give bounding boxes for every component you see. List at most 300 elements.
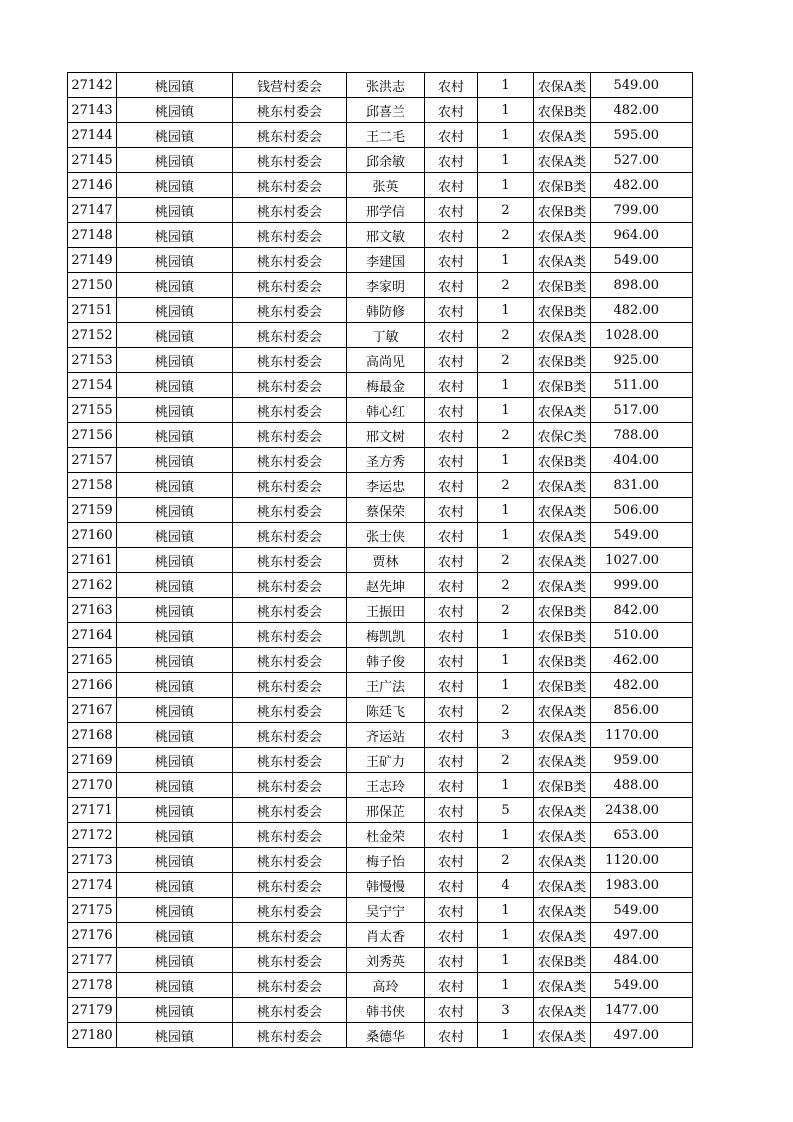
name-cell: 蔡保荣: [347, 498, 425, 523]
amount-cell: 1028.00: [591, 323, 693, 348]
household-count-cell: 3: [478, 998, 534, 1023]
amount-cell: 1983.00: [591, 873, 693, 898]
household-count-cell: 5: [478, 798, 534, 823]
town-cell: 桃园镇: [117, 323, 233, 348]
amount-cell: 549.00: [591, 973, 693, 998]
table-row: [68, 73, 693, 98]
table-row: [68, 223, 693, 248]
name-cell: 李建国: [347, 248, 425, 273]
record-id-cell: 27172: [68, 823, 117, 848]
village-committee-cell: 桃东村委会: [233, 923, 347, 948]
household-count-cell: 1: [478, 948, 534, 973]
name-cell: 邢文敏: [347, 223, 425, 248]
insurance-category-cell: 农保B类: [534, 173, 591, 198]
town-cell: 桃园镇: [117, 998, 233, 1023]
area-type-cell: 农村: [425, 923, 478, 948]
village-committee-cell: 桃东村委会: [233, 273, 347, 298]
table-row: [68, 898, 693, 923]
amount-cell: 462.00: [591, 648, 693, 673]
amount-cell: 549.00: [591, 523, 693, 548]
table-row: [68, 973, 693, 998]
town-cell: 桃园镇: [117, 123, 233, 148]
area-type-cell: 农村: [425, 423, 478, 448]
record-id-cell: 27161: [68, 548, 117, 573]
name-cell: 丁敏: [347, 323, 425, 348]
name-cell: 邢文树: [347, 423, 425, 448]
amount-cell: 842.00: [591, 598, 693, 623]
record-id-cell: 27148: [68, 223, 117, 248]
town-cell: 桃园镇: [117, 573, 233, 598]
town-cell: 桃园镇: [117, 773, 233, 798]
village-committee-cell: 桃东村委会: [233, 148, 347, 173]
record-id-cell: 27175: [68, 898, 117, 923]
area-type-cell: 农村: [425, 198, 478, 223]
record-id-cell: 27160: [68, 523, 117, 548]
insurance-category-cell: 农保B类: [534, 623, 591, 648]
insurance-category-cell: 农保A类: [534, 73, 591, 98]
village-committee-cell: 桃东村委会: [233, 823, 347, 848]
area-type-cell: 农村: [425, 323, 478, 348]
village-committee-cell: 桃东村委会: [233, 548, 347, 573]
record-id-cell: 27143: [68, 98, 117, 123]
area-type-cell: 农村: [425, 873, 478, 898]
area-type-cell: 农村: [425, 823, 478, 848]
name-cell: 赵先坤: [347, 573, 425, 598]
name-cell: 王矿力: [347, 748, 425, 773]
table-row: [68, 998, 693, 1023]
town-cell: 桃园镇: [117, 948, 233, 973]
table-row: [68, 448, 693, 473]
area-type-cell: 农村: [425, 448, 478, 473]
record-id-cell: 27144: [68, 123, 117, 148]
insurance-category-cell: 农保B类: [534, 648, 591, 673]
town-cell: 桃园镇: [117, 698, 233, 723]
village-committee-cell: 桃东村委会: [233, 373, 347, 398]
amount-cell: 527.00: [591, 148, 693, 173]
record-id-cell: 27145: [68, 148, 117, 173]
household-count-cell: 2: [478, 598, 534, 623]
table-row: [68, 873, 693, 898]
name-cell: 梅子怡: [347, 848, 425, 873]
table-row: [68, 548, 693, 573]
area-type-cell: 农村: [425, 123, 478, 148]
area-type-cell: 农村: [425, 798, 478, 823]
name-cell: 齐运站: [347, 723, 425, 748]
table-row: [68, 598, 693, 623]
area-type-cell: 农村: [425, 648, 478, 673]
amount-cell: 510.00: [591, 623, 693, 648]
insurance-category-cell: 农保A类: [534, 998, 591, 1023]
name-cell: 桑德华: [347, 1023, 425, 1048]
village-committee-cell: 桃东村委会: [233, 423, 347, 448]
name-cell: 王广法: [347, 673, 425, 698]
insurance-category-cell: 农保A类: [534, 798, 591, 823]
insurance-category-cell: 农保B类: [534, 298, 591, 323]
town-cell: 桃园镇: [117, 473, 233, 498]
name-cell: 张士侠: [347, 523, 425, 548]
village-committee-cell: 桃东村委会: [233, 348, 347, 373]
area-type-cell: 农村: [425, 848, 478, 873]
town-cell: 桃园镇: [117, 148, 233, 173]
household-count-cell: 1: [478, 648, 534, 673]
insurance-category-cell: 农保A类: [534, 573, 591, 598]
area-type-cell: 农村: [425, 598, 478, 623]
town-cell: 桃园镇: [117, 1023, 233, 1048]
name-cell: 高尚见: [347, 348, 425, 373]
town-cell: 桃园镇: [117, 623, 233, 648]
amount-cell: 506.00: [591, 498, 693, 523]
table-row: [68, 823, 693, 848]
name-cell: 邢学信: [347, 198, 425, 223]
amount-cell: 482.00: [591, 173, 693, 198]
record-id-cell: 27146: [68, 173, 117, 198]
town-cell: 桃园镇: [117, 98, 233, 123]
village-committee-cell: 桃东村委会: [233, 748, 347, 773]
name-cell: 王振田: [347, 598, 425, 623]
town-cell: 桃园镇: [117, 298, 233, 323]
village-committee-cell: 桃东村委会: [233, 523, 347, 548]
insurance-category-cell: 农保A类: [534, 523, 591, 548]
amount-cell: 856.00: [591, 698, 693, 723]
insurance-category-cell: 农保B类: [534, 98, 591, 123]
table-row: [68, 623, 693, 648]
amount-cell: 488.00: [591, 773, 693, 798]
table-row: [68, 173, 693, 198]
household-count-cell: 2: [478, 748, 534, 773]
area-type-cell: 农村: [425, 498, 478, 523]
insurance-category-cell: 农保A类: [534, 498, 591, 523]
household-count-cell: 1: [478, 623, 534, 648]
amount-cell: 482.00: [591, 298, 693, 323]
record-id-cell: 27164: [68, 623, 117, 648]
amount-cell: 831.00: [591, 473, 693, 498]
household-count-cell: 2: [478, 348, 534, 373]
area-type-cell: 农村: [425, 898, 478, 923]
village-committee-cell: 桃东村委会: [233, 398, 347, 423]
insurance-category-cell: 农保A类: [534, 323, 591, 348]
table-row: [68, 373, 693, 398]
area-type-cell: 农村: [425, 973, 478, 998]
town-cell: 桃园镇: [117, 823, 233, 848]
household-count-cell: 1: [478, 248, 534, 273]
table-row: [68, 798, 693, 823]
village-committee-cell: 桃东村委会: [233, 323, 347, 348]
insurance-category-cell: 农保A类: [534, 548, 591, 573]
amount-cell: 799.00: [591, 198, 693, 223]
table-row: [68, 473, 693, 498]
village-committee-cell: 桃东村委会: [233, 723, 347, 748]
household-count-cell: 1: [478, 1023, 534, 1048]
insurance-category-cell: 农保B类: [534, 348, 591, 373]
name-cell: 韩心红: [347, 398, 425, 423]
town-cell: 桃园镇: [117, 273, 233, 298]
town-cell: 桃园镇: [117, 398, 233, 423]
insurance-category-cell: 农保A类: [534, 823, 591, 848]
table-row: [68, 398, 693, 423]
household-count-cell: 1: [478, 373, 534, 398]
record-id-cell: 27154: [68, 373, 117, 398]
village-committee-cell: 桃东村委会: [233, 623, 347, 648]
record-id-cell: 27165: [68, 648, 117, 673]
town-cell: 桃园镇: [117, 198, 233, 223]
insurance-category-cell: 农保B类: [534, 373, 591, 398]
amount-cell: 898.00: [591, 273, 693, 298]
town-cell: 桃园镇: [117, 898, 233, 923]
name-cell: 韩防修: [347, 298, 425, 323]
amount-cell: 517.00: [591, 398, 693, 423]
insurance-category-cell: 农保B类: [534, 673, 591, 698]
area-type-cell: 农村: [425, 98, 478, 123]
amount-cell: 1120.00: [591, 848, 693, 873]
village-committee-cell: 桃东村委会: [233, 473, 347, 498]
name-cell: 高玲: [347, 973, 425, 998]
name-cell: 贾林: [347, 548, 425, 573]
amount-cell: 1477.00: [591, 998, 693, 1023]
record-id-cell: 27152: [68, 323, 117, 348]
village-committee-cell: 桃东村委会: [233, 573, 347, 598]
table-row: [68, 648, 693, 673]
household-count-cell: 1: [478, 173, 534, 198]
name-cell: 张英: [347, 173, 425, 198]
name-cell: 王志玲: [347, 773, 425, 798]
area-type-cell: 农村: [425, 1023, 478, 1048]
name-cell: 梅最金: [347, 373, 425, 398]
village-committee-cell: 桃东村委会: [233, 648, 347, 673]
insurance-category-cell: 农保A类: [534, 973, 591, 998]
insurance-category-cell: 农保B类: [534, 598, 591, 623]
record-id-cell: 27177: [68, 948, 117, 973]
household-count-cell: 1: [478, 398, 534, 423]
record-id-cell: 27168: [68, 723, 117, 748]
record-id-cell: 27166: [68, 673, 117, 698]
household-count-cell: 1: [478, 973, 534, 998]
household-count-cell: 2: [478, 323, 534, 348]
town-cell: 桃园镇: [117, 373, 233, 398]
village-committee-cell: 桃东村委会: [233, 848, 347, 873]
insurance-category-cell: 农保B类: [534, 273, 591, 298]
area-type-cell: 农村: [425, 398, 478, 423]
household-count-cell: 2: [478, 548, 534, 573]
insurance-category-cell: 农保C类: [534, 423, 591, 448]
table-row: [68, 123, 693, 148]
amount-cell: 497.00: [591, 923, 693, 948]
record-id-cell: 27170: [68, 773, 117, 798]
table-row: [68, 773, 693, 798]
area-type-cell: 农村: [425, 698, 478, 723]
record-id-cell: 27158: [68, 473, 117, 498]
table-row: [68, 573, 693, 598]
record-id-cell: 27147: [68, 198, 117, 223]
village-committee-cell: 桃东村委会: [233, 973, 347, 998]
area-type-cell: 农村: [425, 298, 478, 323]
household-count-cell: 3: [478, 723, 534, 748]
area-type-cell: 农村: [425, 373, 478, 398]
village-committee-cell: 桃东村委会: [233, 998, 347, 1023]
amount-cell: 653.00: [591, 823, 693, 848]
area-type-cell: 农村: [425, 998, 478, 1023]
record-id-cell: 27176: [68, 923, 117, 948]
town-cell: 桃园镇: [117, 248, 233, 273]
area-type-cell: 农村: [425, 748, 478, 773]
table-row: [68, 323, 693, 348]
table-row: [68, 948, 693, 973]
amount-cell: 595.00: [591, 123, 693, 148]
amount-cell: 959.00: [591, 748, 693, 773]
household-count-cell: 1: [478, 298, 534, 323]
household-count-cell: 1: [478, 923, 534, 948]
town-cell: 桃园镇: [117, 73, 233, 98]
household-count-cell: 2: [478, 198, 534, 223]
insurance-category-cell: 农保B类: [534, 198, 591, 223]
record-id-cell: 27174: [68, 873, 117, 898]
name-cell: 梅凯凯: [347, 623, 425, 648]
household-count-cell: 1: [478, 98, 534, 123]
area-type-cell: 农村: [425, 73, 478, 98]
record-id-cell: 27171: [68, 798, 117, 823]
village-committee-cell: 桃东村委会: [233, 198, 347, 223]
record-id-cell: 27167: [68, 698, 117, 723]
household-count-cell: 2: [478, 223, 534, 248]
insurance-category-cell: 农保B类: [534, 448, 591, 473]
name-cell: 肖太香: [347, 923, 425, 948]
amount-cell: 1170.00: [591, 723, 693, 748]
table-row: [68, 1023, 693, 1048]
area-type-cell: 农村: [425, 223, 478, 248]
town-cell: 桃园镇: [117, 973, 233, 998]
insurance-category-cell: 农保B类: [534, 773, 591, 798]
area-type-cell: 农村: [425, 623, 478, 648]
town-cell: 桃园镇: [117, 848, 233, 873]
amount-cell: 999.00: [591, 573, 693, 598]
town-cell: 桃园镇: [117, 723, 233, 748]
amount-cell: 511.00: [591, 373, 693, 398]
table-row: [68, 248, 693, 273]
insurance-category-cell: 农保A类: [534, 723, 591, 748]
amount-cell: 484.00: [591, 948, 693, 973]
household-count-cell: 1: [478, 523, 534, 548]
household-count-cell: 2: [478, 573, 534, 598]
household-count-cell: 1: [478, 498, 534, 523]
village-committee-cell: 桃东村委会: [233, 173, 347, 198]
table-row: [68, 673, 693, 698]
insurance-category-cell: 农保A类: [534, 873, 591, 898]
household-count-cell: 2: [478, 273, 534, 298]
insurance-category-cell: 农保A类: [534, 698, 591, 723]
household-count-cell: 1: [478, 148, 534, 173]
town-cell: 桃园镇: [117, 923, 233, 948]
table-row: [68, 748, 693, 773]
table-body: [68, 73, 693, 1048]
record-id-cell: 27163: [68, 598, 117, 623]
village-committee-cell: 桃东村委会: [233, 773, 347, 798]
village-committee-cell: 桃东村委会: [233, 1023, 347, 1048]
area-type-cell: 农村: [425, 548, 478, 573]
town-cell: 桃园镇: [117, 223, 233, 248]
table-row: [68, 523, 693, 548]
village-committee-cell: 桃东村委会: [233, 873, 347, 898]
amount-cell: 482.00: [591, 98, 693, 123]
area-type-cell: 农村: [425, 773, 478, 798]
town-cell: 桃园镇: [117, 548, 233, 573]
town-cell: 桃园镇: [117, 748, 233, 773]
village-committee-cell: 桃东村委会: [233, 698, 347, 723]
name-cell: 邱喜兰: [347, 98, 425, 123]
household-count-cell: 1: [478, 773, 534, 798]
area-type-cell: 农村: [425, 673, 478, 698]
table-row: [68, 698, 693, 723]
name-cell: 刘秀英: [347, 948, 425, 973]
household-count-cell: 1: [478, 823, 534, 848]
village-committee-cell: 桃东村委会: [233, 498, 347, 523]
village-committee-cell: 桃东村委会: [233, 223, 347, 248]
insurance-category-cell: 农保A类: [534, 398, 591, 423]
household-count-cell: 1: [478, 448, 534, 473]
amount-cell: 2438.00: [591, 798, 693, 823]
area-type-cell: 农村: [425, 148, 478, 173]
record-id-cell: 27149: [68, 248, 117, 273]
insurance-category-cell: 农保A类: [534, 748, 591, 773]
name-cell: 邢保芷: [347, 798, 425, 823]
name-cell: 圣方秀: [347, 448, 425, 473]
amount-cell: 549.00: [591, 73, 693, 98]
town-cell: 桃园镇: [117, 498, 233, 523]
area-type-cell: 农村: [425, 523, 478, 548]
area-type-cell: 农村: [425, 348, 478, 373]
name-cell: 吴宁宁: [347, 898, 425, 923]
village-committee-cell: 桃东村委会: [233, 298, 347, 323]
amount-cell: 1027.00: [591, 548, 693, 573]
table-row: [68, 198, 693, 223]
amount-cell: 925.00: [591, 348, 693, 373]
insurance-category-cell: 农保A类: [534, 123, 591, 148]
area-type-cell: 农村: [425, 948, 478, 973]
town-cell: 桃园镇: [117, 423, 233, 448]
insurance-category-cell: 农保A类: [534, 473, 591, 498]
town-cell: 桃园镇: [117, 448, 233, 473]
town-cell: 桃园镇: [117, 673, 233, 698]
household-count-cell: 4: [478, 873, 534, 898]
household-count-cell: 1: [478, 73, 534, 98]
town-cell: 桃园镇: [117, 348, 233, 373]
table-row: [68, 423, 693, 448]
insurance-category-cell: 农保B类: [534, 948, 591, 973]
insurance-category-cell: 农保A类: [534, 923, 591, 948]
record-id-cell: 27178: [68, 973, 117, 998]
name-cell: 张洪志: [347, 73, 425, 98]
insurance-category-cell: 农保A类: [534, 248, 591, 273]
town-cell: 桃园镇: [117, 523, 233, 548]
household-count-cell: 1: [478, 123, 534, 148]
name-cell: 韩慢慢: [347, 873, 425, 898]
village-committee-cell: 桃东村委会: [233, 673, 347, 698]
record-id-cell: 27142: [68, 73, 117, 98]
household-count-cell: 2: [478, 848, 534, 873]
amount-cell: 497.00: [591, 1023, 693, 1048]
table-row: [68, 723, 693, 748]
table-row: [68, 498, 693, 523]
record-id-cell: 27151: [68, 298, 117, 323]
insurance-category-cell: 农保A类: [534, 898, 591, 923]
area-type-cell: 农村: [425, 573, 478, 598]
area-type-cell: 农村: [425, 473, 478, 498]
name-cell: 邱余敏: [347, 148, 425, 173]
town-cell: 桃园镇: [117, 598, 233, 623]
amount-cell: 404.00: [591, 448, 693, 473]
table-row: [68, 273, 693, 298]
table-row: [68, 348, 693, 373]
table-row: [68, 848, 693, 873]
name-cell: 韩书侠: [347, 998, 425, 1023]
